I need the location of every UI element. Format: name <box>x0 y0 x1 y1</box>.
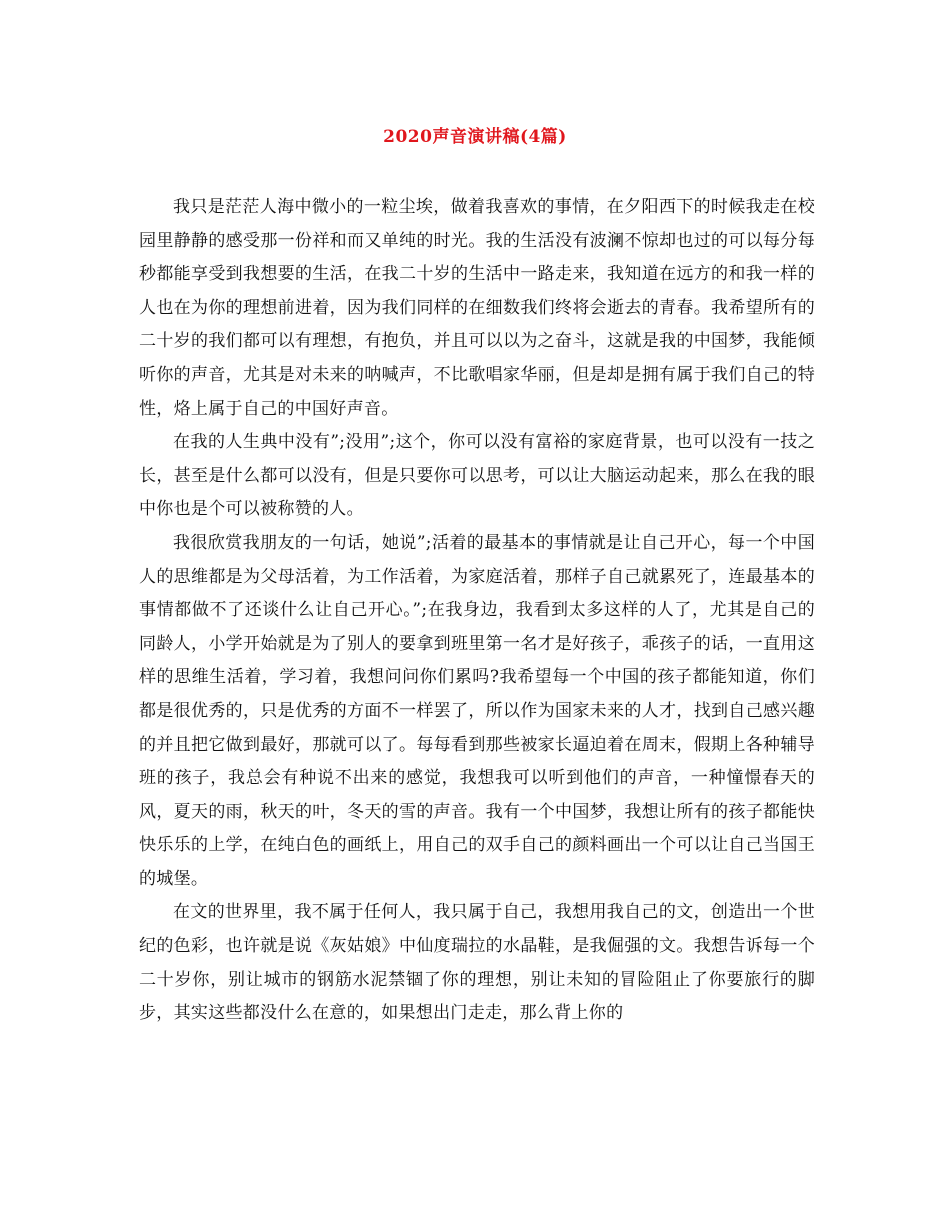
paragraph-4: 在文的世界里，我不属于任何人，我只属于自己，我想用我自己的文，创造出一个世纪的色彩，也许就是说《灰姑娘》中仙度瑞拉的水晶鞋，是我倔强的文。我想告诉每一个二十岁你，别让城市的钢筋水泥禁锢了你的理想，别让未知的冒险阻止了你要旅行的脚步，其实这些都没什么在意的，如果想出门走走，那么背上你的 <box>139 902 815 1024</box>
paragraph-2: 在我的人生典中没有”;没用”;这个，你可以没有富裕的家庭背景，也可以没有一技之长，甚至是什么都可以没有，但是只要你可以思考，可以让大脑运动起来，那么在我的眼中你也是个可以被称赞的人。 <box>139 432 815 520</box>
paragraph-3: 我很欣赏我朋友的一句话，她说”;活着的最基本的事情就是让自己开心，每一个中国人的思维都是为父母活着，为工作活着，为家庭活着，那样子自己就累死了，连最基本的事情都做不了还谈什么让自己开心。”;在我身边，我看到太多这样的人了，尤其是自己的同龄人，小学开始就是为了别人的要拿到班里第一名才是好孩子，乖孩子的话，一直用这样的思维生活着，学习着，我想问问你们累吗?我希望每一个中国的孩子都能知道，你们都是很优秀的，只是优秀的方面不一样罢了，所以作为国家未来的人才，找到自己感兴趣的并且把它做到最好，那就可以了。每每看到那些被家长逼迫着在周末，假期上各种辅导班的孩子，我总会有种说不出来的感觉，我想我可以听到他们的声音，一种憧憬春天的风，夏天的雨，秋天的叶，冬天的雪的声音。我有一个中国梦，我想让所有的孩子都能快快乐乐的上学，在纯白色的画纸上，用自己的双手自己的颜料画出一个可以让自己当国王的城堡。 <box>139 532 815 889</box>
paragraph-1: 我只是茫茫人海中微小的一粒尘埃，做着我喜欢的事情，在夕阳西下的时候我走在校园里静静的感受那一份祥和而又单纯的时光。我的生活没有波澜不惊却也过的可以每分每秒都能享受到我想要的生活，在我二十岁的生活中一路走来，我知道在远方的和我一样的人也在为你的理想前进着，因为我们同样的在细数我们终将会逝去的青春。我希望所有的二十岁的我们都可以有理想，有抱负，并且可以以为之奋斗，这就是我的中国梦，我能倾听你的声音，尤其是对未来的呐喊声，不比歌唱家华丽，但是却是拥有属于我们自己的特性，烙上属于自己的中国好声音。 <box>139 197 815 419</box>
document-title: 2020声音演讲稿(4篇) <box>383 127 567 147</box>
document-body <box>139 191 815 1031</box>
